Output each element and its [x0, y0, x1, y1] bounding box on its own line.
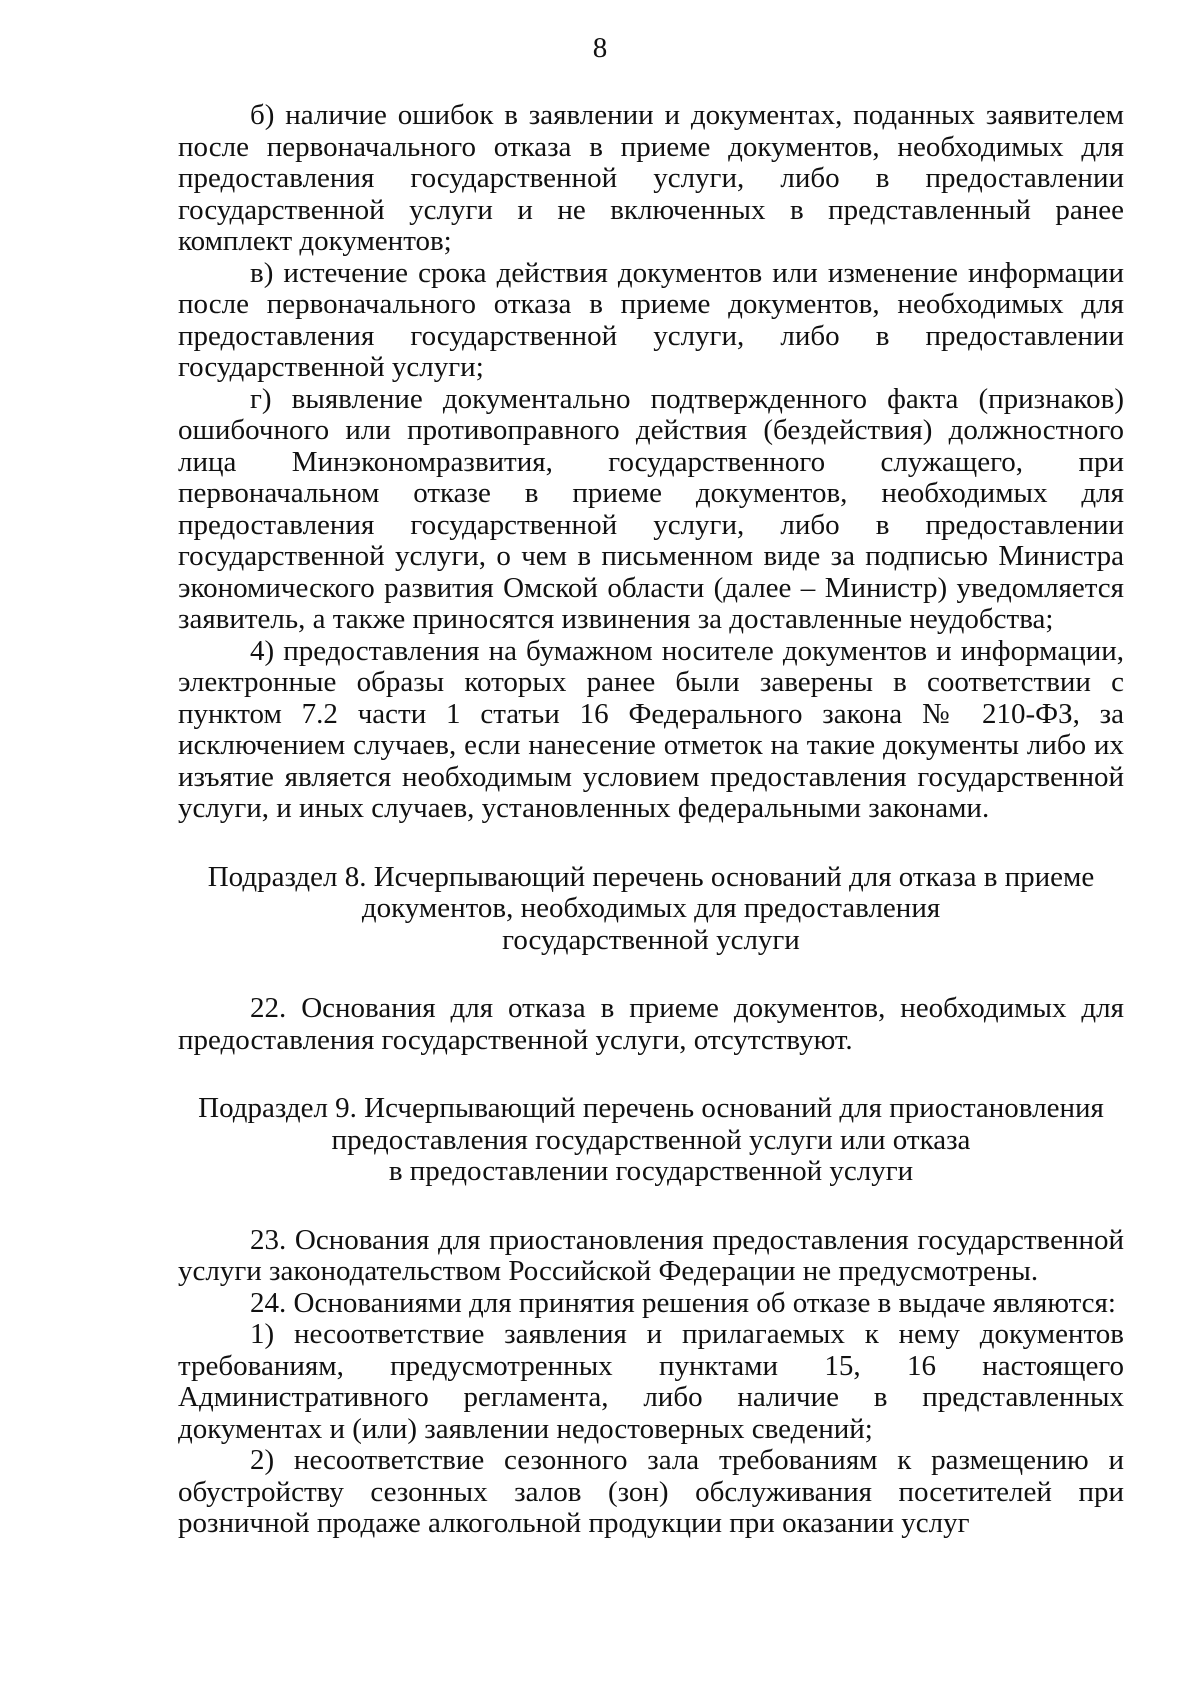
paragraph-23: 23. Основания для приостановления предоставления государственной услуги законодательством Российской Федерации не предусмотрены.	[178, 1223, 1124, 1287]
paragraph-22: 22. Основания для отказа в приеме документов, необходимых для предоставления государственной услуги, отсутствуют.	[178, 992, 1124, 1056]
paragraph-4-paper-docs: 4) предоставления на бумажном носителе документов и информации, электронные образы которых ранее были заверены в соответствии с пунктом 7.2 части 1 статьи 16 Федерального закона № 210-ФЗ, за исключением случаев, если нанесение отметок на такие документы либо их изъятие является необходимым условием предоставления государственной услуги, и иных случаев, установленных федеральными законами.	[178, 634, 1124, 824]
heading-subsection-9: Подраздел 9. Исчерпывающий перечень оснований для приостановления предоставления государственной услуги или отказа в предоставлении государственной услуги	[198, 1092, 1104, 1187]
document-body	[178, 100, 1124, 1540]
paragraph-g-fault: г) выявление документально подтвержденного факта (признаков) ошибочного или противоправного действия (бездействия) должностного лица Минэкономразвития, государственного служащего, при первоначальном отказе в приеме документов, необходимых для предоставления государственной услуги, либо в предоставлении государственной услуги, о чем в письменном виде за подписью Министра экономического развития Омской области (далее – Министр) уведомляется заявитель, а также приносятся извинения за доставленные неудобства;	[178, 382, 1124, 635]
paragraph-24-1: 1) несоответствие заявления и прилагаемых к нему документов требованиям, предусмотренных пунктами 15, 16 настоящего Административного регламента, либо наличие в представленных документах и (или) заявлении недостоверных сведений;	[178, 1318, 1124, 1445]
paragraph-b-errors: б) наличие ошибок в заявлении и документах, поданных заявителем после первоначального отказа в приеме документов, необходимых для предоставления государственной услуги, либо в предоставлении государственной услуги и не включенных в представленный ранее комплект документов;	[178, 99, 1124, 257]
paragraph-24-2: 2) несоответствие сезонного зала требованиям к размещению и обустройству сезонных залов (зон) обслуживания посетителей при розничной продаже алкогольной продукции при оказании услуг	[178, 1444, 1124, 1539]
page-number: 8	[592, 32, 608, 64]
heading-subsection-8: Подраздел 8. Исчерпывающий перечень оснований для отказа в приеме документов, необходимых для предоставления государственной услуги	[207, 860, 1095, 956]
paragraph-24: 24. Основаниями для принятия решения об отказе в выдаче являются:	[250, 1286, 1116, 1319]
paragraph-v-expiry: в) истечение срока действия документов или изменение информации после первоначального отказа в приеме документов, необходимых для предоставления государственной услуги, либо в предоставлении государственной услуги;	[178, 256, 1124, 383]
